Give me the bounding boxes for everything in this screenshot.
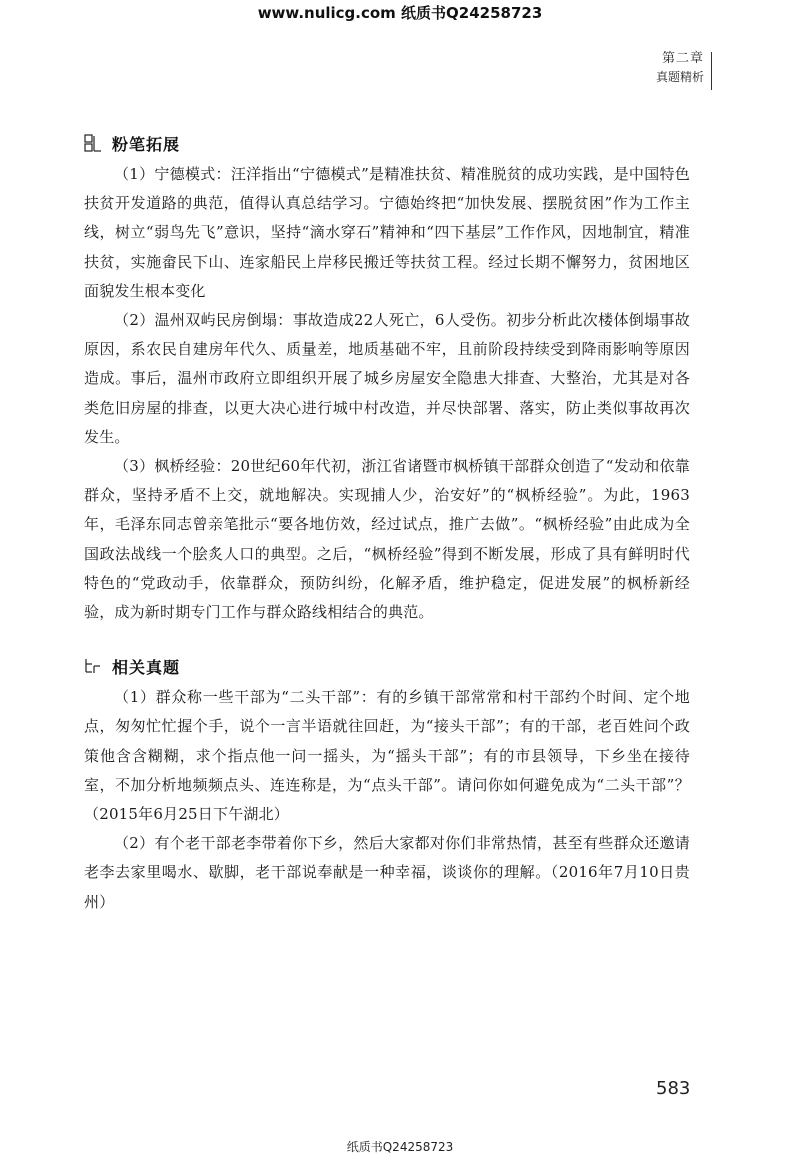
section-header-related xyxy=(84,651,690,681)
paragraph: （2）温州双屿民房倒塌：事故造成22人死亡，6人受伤。初步分析此次楼体倒塌事故原因，系农民自建房年代久、质量差，地质基础不牢，且前阶段持续受到降雨影响等原因造成。事后，温州市政府立即组织开展了城乡房屋安全隐患大排查、大整治，尤其是对各类危旧房屋的排查，以更大决心进行城中村改造，并尽快部署、落实，防止类似事故再次发生。 xyxy=(84,311,690,446)
section-corner-icon xyxy=(84,657,102,675)
paragraph: （3）枫桥经验：20世纪60年代初，浙江省诸暨市枫桥镇干部群众创造了“发动和依靠群众，坚持矛盾不上交，就地解决。实现捕人少，治安好”的“枫桥经验”。为此，1963年，毛泽东同志曾亲笔批示“要各地仿效，经过试点，推广去做”。“枫桥经验”由此成为全国政法战线一个脍炙人口的典型。之后，“枫桥经验”得到不断发展，形成了具有鲜明时代特色的“党政动手，依靠群众，预防纠纷，化解矛盾，维护稳定，促进发展”的枫桥新经验，成为新时期专门工作与群众路线相结合的典范。 xyxy=(84,457,690,622)
paragraph: （1）群众称一些干部为“二头干部”：有的乡镇干部常常和村干部约个时间、定个地点，匆匆忙忙握个手，说个一言半语就往回赶，为“接头干部”；有的干部，老百姓问个政策他含含糊糊，求个指点他一问一摇头，为“摇头干部”；有的市县领导，下乡坐在接待室，不加分析地频频点头、连连称是，为“点头干部”。请问你如何避免成为“二头干部”？（2015年6月25日下午湖北） xyxy=(84,688,690,824)
section-grid-icon xyxy=(84,134,102,152)
chapter-title: 第二章 xyxy=(661,51,704,66)
chapter-header xyxy=(656,50,704,86)
paragraph: （1）宁德模式：汪洋指出“宁德模式”是精准扶贫、精准脱贫的成功实践，是中国特色扶贫开发道路的典范，值得认真总结学习。宁德始终把“加快发展、摆脱贫困”作为工作主线，树立“弱鸟先飞”意识，坚持“滴水穿石”精神和“四下基层”工作作风，因地制宜，精准扶贫，实施畲民下山、连家船民上岸移民搬迁等扶贫工程。经过长期不懈努力，贫困地区面貌发生根本变化 xyxy=(84,165,690,300)
section-title: 相关真题 xyxy=(112,657,181,677)
chapter-divider xyxy=(711,52,712,90)
page-number: 583 xyxy=(656,1078,691,1099)
page-content xyxy=(84,128,690,917)
bottom-watermark: 纸质书Q24258723 xyxy=(346,1140,454,1154)
top-watermark: www.nulicg.com 纸质书Q24258723 xyxy=(257,4,543,22)
paragraph: （2）有个老干部老李带着你下乡，然后大家都对你们非常热情，甚至有些群众还邀请老李去家里喝水、歇脚，老干部说奉献是一种幸福，谈谈你的理解。（2016年7月10日贵州） xyxy=(84,834,690,911)
section-header-fenbi xyxy=(84,128,690,158)
chapter-subtitle: 真题精析 xyxy=(655,70,704,84)
section-title: 粉笔拓展 xyxy=(112,134,181,154)
